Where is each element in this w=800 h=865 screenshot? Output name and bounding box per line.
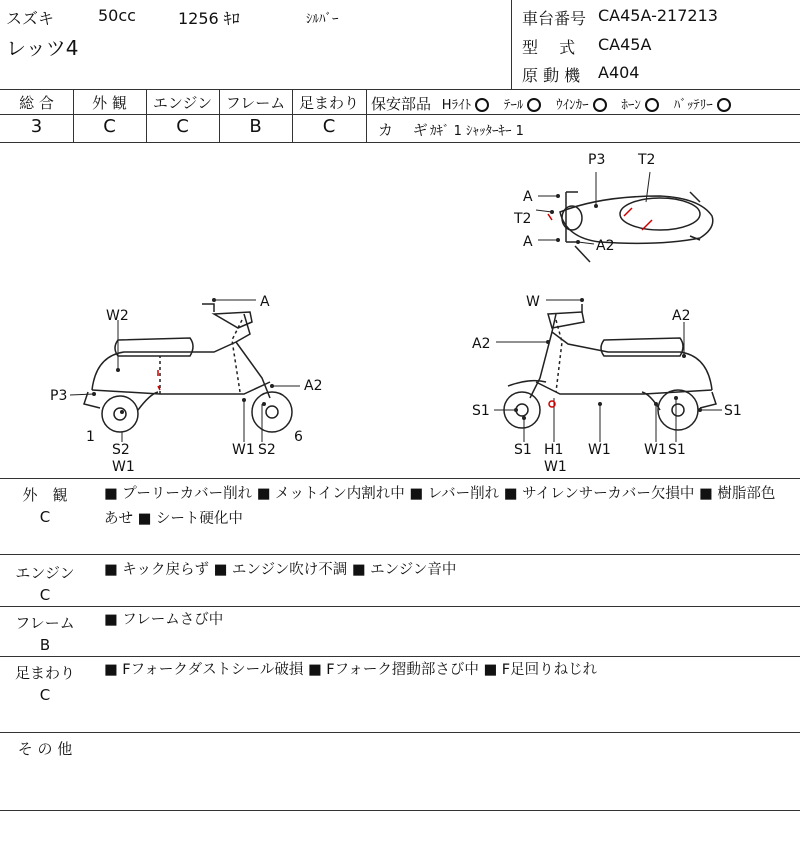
ok-circle-icon	[475, 98, 489, 112]
note-line: ■ フレームさび中	[104, 612, 224, 628]
mark-label: 1	[86, 429, 95, 445]
safety-item-winker: ｳｲﾝｶｰ	[556, 98, 589, 113]
section-label: フレーム	[15, 614, 75, 632]
grade-frame: B	[249, 116, 262, 137]
safety-item-horn: ﾎｰﾝ	[621, 98, 641, 113]
section-label: 足まわり	[14, 664, 75, 682]
grade-header-exterior: 外 観	[92, 94, 127, 112]
mark-label: W1	[544, 459, 567, 475]
note-line: ■ キック戻らず ■ エンジン吹け不調 ■ エンジン音中	[104, 562, 457, 578]
ok-circle-icon	[717, 98, 731, 112]
ok-circle-icon	[527, 98, 541, 112]
mark-label: 6	[294, 429, 303, 445]
safety-parts	[371, 93, 731, 114]
engine-value: A404	[598, 63, 640, 82]
grade-suspension: C	[322, 116, 336, 137]
mark-label: W1	[588, 442, 611, 458]
safety-item-headlight: Hﾗｲﾄ	[441, 98, 472, 113]
divider	[0, 478, 800, 479]
mark-label: W2	[106, 308, 129, 324]
divider	[367, 114, 800, 115]
engine-label: 原 動 機	[522, 66, 581, 85]
divider	[0, 732, 800, 733]
mark-label: A2	[472, 336, 491, 352]
mark-label: A2	[672, 308, 691, 324]
ok-circle-icon	[593, 98, 607, 112]
maker: スズキ	[6, 9, 55, 28]
grade-engine: C	[176, 116, 189, 137]
mark-label: W	[526, 294, 540, 310]
mark-label: S1	[724, 403, 742, 419]
section-label: エンジン	[15, 564, 75, 582]
note-line: ■ Fフォークダストシール破損 ■ Fフォーク摺動部さび中 ■ F足回りねじれ	[104, 662, 598, 678]
mark-label: H1	[544, 442, 564, 458]
mark-label: P3	[588, 152, 606, 168]
grade-header-frame: フレーム	[225, 94, 286, 112]
displacement: 50cc	[98, 6, 136, 25]
divider	[0, 656, 800, 657]
safety-item-tail: ﾃｰﾙ	[503, 98, 524, 113]
scooter-top-view	[560, 192, 713, 262]
frame-no-label: 車台番号	[522, 9, 587, 28]
color: ｼﾙﾊﾞｰ	[306, 12, 339, 27]
mark-label: S2	[112, 442, 130, 458]
safety-label: 保安部品	[371, 95, 432, 113]
mark-label: A2	[304, 378, 323, 394]
mark-label: S1	[668, 442, 686, 458]
mark-label: A2	[596, 238, 615, 254]
grade-header-overall: 総 合	[19, 94, 54, 112]
damage-diagram	[0, 142, 800, 478]
divider	[0, 89, 800, 90]
divider	[0, 554, 800, 555]
divider	[0, 606, 800, 607]
divider	[511, 0, 512, 89]
grade-header-engine: エンジン	[152, 94, 213, 112]
mileage: 1256 ｷﾛ	[178, 9, 240, 28]
section-grade: C	[39, 508, 51, 526]
divider	[0, 114, 367, 115]
section-grade: C	[39, 686, 51, 704]
key-value: ｶｷﾞ 1 ｼｬｯﾀｰｷｰ 1	[430, 124, 524, 139]
note-line: ■ プーリーカバー削れ ■ メットイン内割れ中 ■ レバー削れ ■ サイレンサーカバー欠損中 ■ 樹脂部色	[104, 486, 776, 502]
safety-item-battery: ﾊﾞｯﾃﾘｰ	[673, 98, 713, 113]
key-label: カ ギ	[378, 121, 428, 139]
mark-label: T2	[638, 152, 656, 168]
ok-circle-icon	[645, 98, 659, 112]
mark-label: P3	[50, 388, 68, 404]
mark-label: S2	[258, 442, 276, 458]
mark-label: A	[523, 234, 533, 250]
note-line: あせ ■ シート硬化中	[104, 511, 243, 527]
mark-label: S1	[472, 403, 490, 419]
mark-label: S1	[514, 442, 532, 458]
frame-no: CA45A-217213	[598, 6, 718, 25]
mark-label: A	[260, 294, 270, 310]
section-label: 外 観	[22, 486, 68, 504]
section-label: そ の 他	[17, 740, 73, 758]
grade-overall: 3	[30, 116, 43, 137]
model-name: レッツ4	[6, 36, 79, 60]
grade-exterior: C	[103, 116, 116, 137]
section-grade: B	[39, 636, 51, 654]
mark-label: W1	[112, 459, 135, 475]
mark-label: W1	[232, 442, 255, 458]
mark-label: W1	[644, 442, 667, 458]
divider	[366, 89, 367, 142]
mark-label: T2	[514, 211, 532, 227]
type-label: 型 式	[522, 38, 576, 57]
section-grade: C	[39, 586, 51, 604]
grade-header-suspension: 足まわり	[298, 94, 359, 112]
type-value: CA45A	[598, 35, 652, 54]
mark-label: A	[523, 189, 533, 205]
divider	[0, 810, 800, 811]
